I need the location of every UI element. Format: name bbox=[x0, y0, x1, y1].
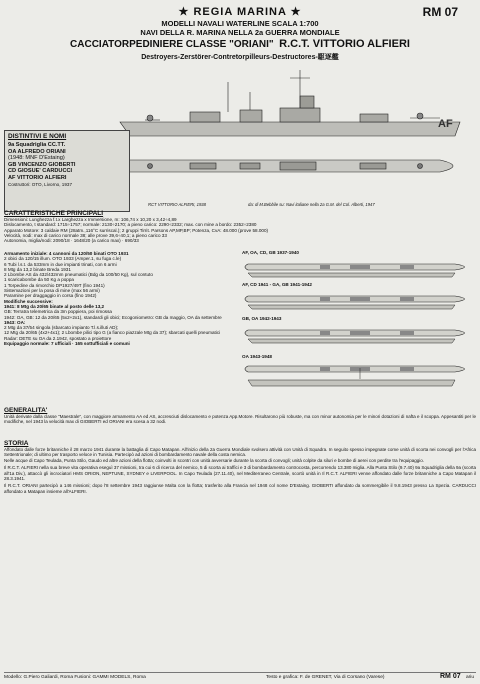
footer-left: Modello: G.Piero Galiardi, Roma Fusioni: GAMMI MODELS, Roma bbox=[4, 675, 146, 680]
identifiers-line-4: CD GIOSUE' CARDUCCI bbox=[8, 168, 73, 175]
characteristics-armament-block bbox=[4, 251, 232, 346]
identifiers-line-1: OA ALFREDO ORIANI bbox=[8, 148, 66, 155]
generalita-heading: GENERALITA' bbox=[4, 407, 48, 414]
header-ship-name: R.C.T. VITTORIO ALFIERI bbox=[279, 38, 410, 50]
storia-paragraph-0: Affondato dalle forze britanniche il 28 marzo 1941 durante la battaglia di Capo Matapan. All'inizio della 2a Guerra Mondiale svolsero attività con Unità di Squadra. In seguito spesso impegnate come unità di scorta nei convogli per l'Africa Settentrionale; di ultimo per trasporto veloce in Tunisia. Partecipò ad azioni di bombardamento navale della costa nemica. bbox=[4, 447, 476, 458]
char-line-1: Dislocamento, t standard: 1715÷1757; normale: 2130÷2170; a pieno carico: 2290÷2332; max. con mine a bordo: 2352÷2380 bbox=[4, 222, 257, 228]
header-class: CACCIATORPEDINIERE CLASSE "ORIANI" bbox=[70, 39, 274, 50]
plan-label-3: OA 1943-1948 bbox=[242, 354, 272, 359]
main-ship-credit: da: di M.Bebbile su: Navi italiane nella 2a G.M. del Col. Alberti, 1947 bbox=[248, 202, 375, 207]
char-line-15: 1941: 8 Mtg da 20/65 binate al posto delle 13,2 bbox=[4, 303, 105, 309]
identifiers-line-5: AF VITTORIO ALFIERI bbox=[8, 174, 67, 181]
identifiers-line-0: 9a Squadriglia CC.TT. bbox=[8, 142, 66, 148]
char-line-2: Apparato Motore: 3 caldaie RM (28atm.,116°C surriscal.); 2 gruppi Tirrit. Parsons AP,MP,BP; Potenza, CvA: 48.000 (prove 58.000) bbox=[4, 227, 269, 233]
hull-mark: AF bbox=[438, 118, 453, 130]
char-line-18: 1943: OA: bbox=[4, 319, 26, 325]
storia-paragraph-1: Nelle acque di Capo Teulada, Punta Stilo, Gaudo ed altre azioni della flotta; coinvolti in scontri con unità avversarie durante la scorta di convogli; unità colpite da siluri e bombe di aerei con perdite tra l'equipaggio. bbox=[4, 457, 425, 463]
plan-label-2: GB, OA 1942-1943 bbox=[242, 316, 282, 321]
header-subtitle: Destroyers-Zerstörer-Contretorpilleurs-Destructores-駆逐艦 bbox=[141, 54, 339, 61]
plan-drawing-2 bbox=[240, 322, 476, 344]
char-line-17: 1942: OA, GB: 12 da 20/65 (5x2+2x1), standardi gli obici; Ecogoniometro: GB da maggio, OA da settembre bbox=[4, 314, 222, 320]
char-line-12: Sistemazioni per la posa di mine (max 56 armi) bbox=[4, 288, 100, 294]
char-line-0: Dimensioni: Lunghezza f.t.x Larghezza x Immersione, m: 106,74 x 10,20 x 3,42÷4,89 bbox=[4, 217, 177, 222]
plan-drawing-1 bbox=[240, 288, 476, 310]
storia-block bbox=[4, 440, 476, 494]
char-line-9: 2 Lbombe AS da 432/432mm pneumatici (Bdg da 100/50 Kg), sul contuto bbox=[4, 272, 153, 278]
plan-label-0: AF, OA, CD, GB 1937-1940 bbox=[242, 250, 299, 255]
char-line-19: 2 Mtg da 37/54 singola (sbarcato impianto T.l.s.illuti AD); bbox=[4, 325, 119, 331]
char-line-5: Armamento iniziale: 4 cannoni da 120/50 binati OTO 1931 bbox=[4, 251, 129, 256]
storia-heading: STORIA bbox=[4, 440, 29, 447]
storia-paragraph-2: Il R.C.T. ALFIERI nella sua breve vita operativa eseguì 37 missioni, tra cui 6 di ricerca del nemico, 5 di scorta ai traffici e 3 di bombardamento controcosta, percorrendo 13.380 miglia. Alla Punta Stilo (9.7.40) 9a Squadriglia della 9a (scorta all'1a Div.), attaccò gli incrociatori HMS ORION, NEPTUNE, SYDNEY e LIVERPOOL. In Capo Teulada (27.11.40), nel Mediterraneo Centrale, scortò unità in Il R.C.T. ALFIERI venne affondato dalle forze britanniche a Capo Matapan il 28.3.1941. bbox=[4, 465, 476, 482]
characteristics-heading: CARATTERISTICHE PRINCIPALI bbox=[4, 210, 104, 217]
ship-plan-view bbox=[114, 160, 453, 172]
identifiers-heading: DISTINTIVI E NOMI bbox=[8, 133, 67, 140]
header-line1: MODELLI NAVALI WATERLINE SCALA 1:700 bbox=[161, 19, 319, 28]
header-title: ★ REGIA MARINA ★ bbox=[178, 6, 302, 18]
generalita-text: Unità derivate dalla classe "Maestrale", con maggiore armamento AA ed AS, accresciuti dislocamento e potenza App.Motore. Risultarono più robuste, ma con minor autonomia per le minori dotazioni di nafta e il scoppa. Appesantiti per le modifiche, nel 1943 la velocità max di GIOBERTI ed ORIANI era scesa a 32 nodi. bbox=[4, 414, 476, 425]
identifiers-box bbox=[4, 130, 130, 212]
plan-label-1: AF, CD 1941 - GA, GB 1941-1942 bbox=[242, 282, 312, 287]
storia-paragraph-3: Il R.C.T. ORIANI partecipò a 146 missioni; dopo l'8 settembre 1943 raggiunse Malta con la flotta; trasferito alla Francia nel 1948 col nome D'Estaing. GIOBERTI affondato da sommergibile il 9.8.1943 presso La Spezia. CARDUCCI affondato a Matapan insieme all'ALFIERI. bbox=[4, 483, 476, 494]
char-line-8: 8 Mtg da 13,2 binate Breda 1931 bbox=[4, 266, 71, 272]
footer-mid: Testo e grafica: F. de GRENET, Via di Corsano (Varese) bbox=[266, 675, 385, 680]
char-line-20: 12 Mtg da 20/65 (4x2+4x1); 2 Lbombe pilici tipo G (a fianco piazzale Mtg da 37); sbarcati quelli pneumatici bbox=[4, 330, 221, 336]
footer-right: ariu bbox=[466, 675, 474, 680]
char-line-13: Paramine per draggaggio in corsa (fino 1942) bbox=[4, 293, 97, 299]
char-line-4: Autonomia, miglia/nodi: 2090/18 · 1648/20 (a carico max) · 690/33 bbox=[4, 238, 139, 244]
char-line-10: 1 scaricabombe da 50 Kg a poppa bbox=[4, 277, 74, 283]
footer-code: RM 07 bbox=[440, 673, 461, 680]
header-code: RM 07 bbox=[422, 5, 458, 19]
char-line-3: Velocità, nodi: max di carico normale 38; alle prove 39,6÷40,1; a pieno carico 33 bbox=[4, 232, 167, 238]
char-line-21: Radar: DETE su OA da 2.1942, spostato a proiettore bbox=[4, 335, 112, 341]
characteristics-header-block bbox=[4, 210, 474, 243]
plan-drawing-3 bbox=[240, 360, 476, 396]
header-ship-line bbox=[0, 38, 480, 50]
char-line-7: 6 Tubi l.s.t. da 533mm in due impianti trinati, con 6 armi bbox=[4, 261, 117, 267]
generalita-block bbox=[4, 407, 476, 425]
identifiers-builder: Costruttori: OTO, Livorno, 1937 bbox=[8, 181, 73, 187]
char-line-6: 2 obici da 120/15 illum. OTO 1933 (Amper.1, su fuga c.le) bbox=[4, 256, 122, 262]
header-line2: NAVI DELLA R. MARINA NELLA 2a GUERRA MONDIALE bbox=[140, 28, 340, 37]
char-line-14: Modifiche successive: bbox=[4, 298, 53, 304]
identifiers-line-2: (1948: MNF D'Estaing) bbox=[8, 155, 65, 162]
identifiers-line-3: GB VINCENZO GIOBERTI bbox=[8, 161, 76, 168]
plan-drawing-0 bbox=[240, 256, 476, 278]
char-line-16: GB: Terratra telemetrica da 3m poppiera, poi rimossa bbox=[4, 309, 112, 315]
plans-panel bbox=[240, 250, 476, 398]
main-ship-caption: RCT VITTORIO ALFIERI, 1938 bbox=[148, 202, 206, 207]
footer bbox=[4, 672, 476, 683]
char-line-11: 1 Torpedine da rimorchio DP1927/49T (fino 1941) bbox=[4, 282, 105, 288]
char-line-22: Equipaggio normale: 7 ufficiali · 165 sottufficiali e comuni bbox=[4, 341, 130, 347]
